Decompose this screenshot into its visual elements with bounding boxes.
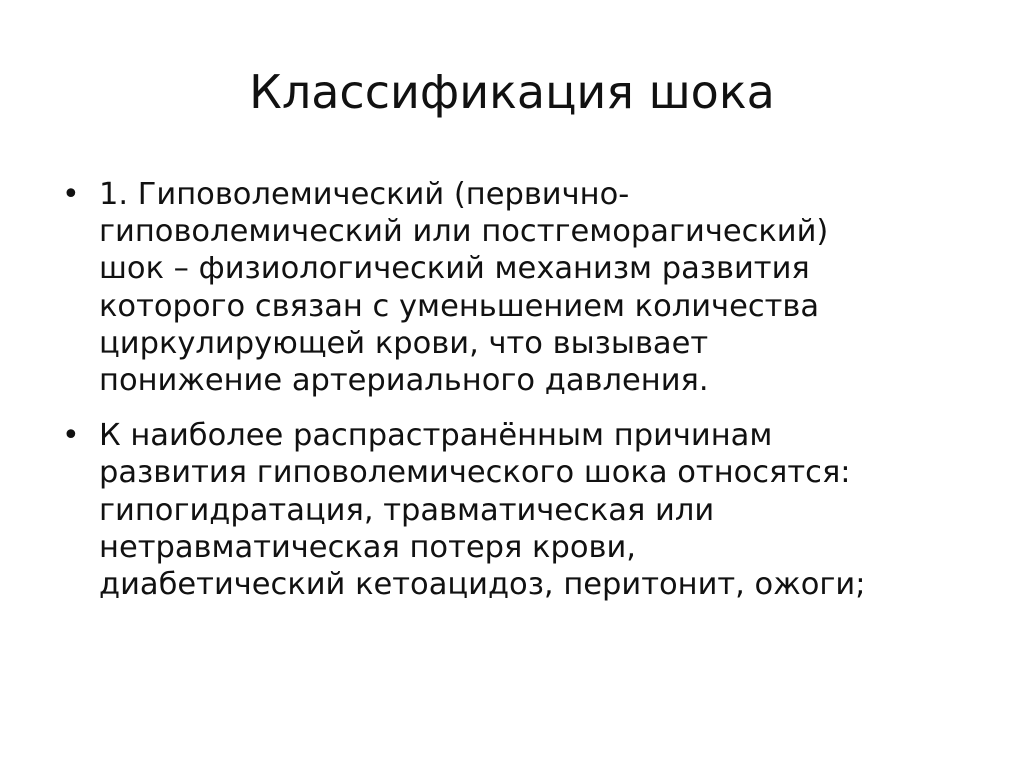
bullet-text-line: гипогидратация, травматическая или	[99, 492, 715, 528]
bullet-icon: •	[62, 418, 80, 454]
bullet-text-line: развития гиповолемического шока относятся:	[99, 455, 851, 491]
bullet-item-causes	[62, 417, 962, 603]
bullet-text-line: которого связан с уменьшением количества	[99, 288, 820, 324]
bullet-icon: •	[62, 177, 80, 212]
bullet-text-line: гиповолемический или постгеморагический)	[99, 214, 829, 250]
slide-title: Классификация шока	[249, 65, 775, 119]
bullet-text-line: 1. Гиповолемический (первично-	[99, 177, 630, 212]
bullet-text-line: К наиболее распрастранённым причинам	[99, 418, 773, 454]
bullet-list	[62, 176, 962, 621]
bullet-text-line: понижение артериального давления.	[99, 363, 709, 399]
bullet-text-line: шок – физиологический механизм развития	[99, 251, 810, 287]
bullet-text-line: нетравматическая потеря крови,	[99, 529, 636, 565]
bullet-text-line: циркулирующей крови, что вызывает	[99, 325, 709, 361]
bullet-item-hypovolemic-definition	[62, 176, 962, 399]
bullet-text-line: диабетический кетоацидоз, перитонит, ожоги;	[99, 567, 866, 603]
